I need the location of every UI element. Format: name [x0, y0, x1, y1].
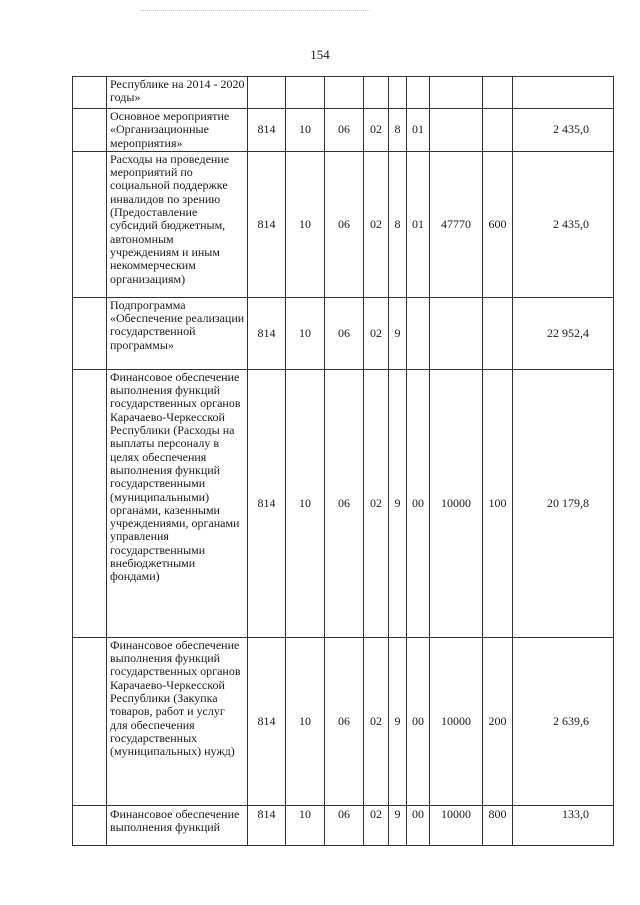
measure-code-cell: 00 — [407, 369, 430, 637]
expense-type-code-cell: 100 — [483, 369, 513, 637]
direction-code-cell — [430, 109, 483, 152]
program-code-cell — [364, 77, 389, 109]
subprogram-code-cell: 8 — [389, 151, 407, 297]
subsection-code-cell: 06 — [325, 109, 364, 152]
page-number: 154 — [310, 47, 330, 62]
program-code-cell: 02 — [364, 637, 389, 805]
line-name-cell: Республике на 2014 - 2020 годы» — [107, 77, 248, 109]
subsection-code-cell: 06 — [325, 637, 364, 805]
program-code-cell: 02 — [364, 369, 389, 637]
line-name-cell: Финансовое обеспечение выполнения функций государственных органов Карачаево-Черкесской Республики (Расходы на выплаты персоналу в целях обеспечения выполнения функций государственными (муниципальными) органами, казенными учреждениями, органами управления государственными внебюджетными фондами) — [107, 369, 248, 637]
line-name-cell: Расходы на проведение мероприятий по социальной поддержке инвалидов по зрению (Предоставление субсидий бюджетным, автономным учреждениям и иным некоммерческим организациям) — [107, 151, 248, 297]
expense-type-code-cell — [483, 297, 513, 369]
direction-code-cell: 10000 — [430, 637, 483, 805]
empty-cell — [73, 637, 107, 805]
line-name-cell: Финансовое обеспечение выполнения функций — [107, 805, 248, 845]
table-row — [73, 109, 614, 152]
table-row — [73, 805, 614, 845]
measure-code-cell: 00 — [407, 637, 430, 805]
amount-cell — [513, 77, 614, 109]
measure-code-cell — [407, 77, 430, 109]
line-name-cell: Финансовое обеспечение выполнения функций государственных органов Карачаево-Черкесской Республики (Закупка товаров, работ и услуг для обеспечения государственных (муниципальных) нужд) — [107, 637, 248, 805]
expense-type-code-cell: 800 — [483, 805, 513, 845]
section-code-cell: 10 — [286, 637, 325, 805]
admin-code-cell: 814 — [248, 637, 286, 805]
scan-artifact — [140, 10, 370, 12]
direction-code-cell — [430, 77, 483, 109]
direction-code-cell — [430, 297, 483, 369]
line-name-cell: Подпрограмма «Обеспечение реализации государственной программы» — [107, 297, 248, 369]
measure-code-cell: 01 — [407, 151, 430, 297]
program-code-cell: 02 — [364, 151, 389, 297]
admin-code-cell — [248, 77, 286, 109]
direction-code-cell: 10000 — [430, 369, 483, 637]
section-code-cell: 10 — [286, 297, 325, 369]
expense-type-code-cell: 200 — [483, 637, 513, 805]
subprogram-code-cell: 9 — [389, 297, 407, 369]
expense-type-code-cell — [483, 77, 513, 109]
expense-type-code-cell — [483, 109, 513, 152]
subprogram-code-cell — [389, 77, 407, 109]
section-code-cell: 10 — [286, 369, 325, 637]
program-code-cell: 02 — [364, 109, 389, 152]
admin-code-cell: 814 — [248, 297, 286, 369]
empty-cell — [73, 151, 107, 297]
table-row — [73, 297, 614, 369]
subsection-code-cell: 06 — [325, 297, 364, 369]
amount-cell: 22 952,4 — [513, 297, 614, 369]
table-row — [73, 637, 614, 805]
empty-cell — [73, 805, 107, 845]
direction-code-cell: 47770 — [430, 151, 483, 297]
empty-cell — [73, 109, 107, 152]
budget-table — [72, 76, 614, 846]
measure-code-cell — [407, 297, 430, 369]
subsection-code-cell: 06 — [325, 805, 364, 845]
empty-cell — [73, 369, 107, 637]
table-row — [73, 77, 614, 109]
admin-code-cell: 814 — [248, 369, 286, 637]
table-body — [73, 77, 614, 846]
measure-code-cell: 00 — [407, 805, 430, 845]
subsection-code-cell: 06 — [325, 151, 364, 297]
subprogram-code-cell: 9 — [389, 369, 407, 637]
amount-cell: 2 435,0 — [513, 109, 614, 152]
subprogram-code-cell: 9 — [389, 805, 407, 845]
table-row — [73, 369, 614, 637]
empty-cell — [73, 297, 107, 369]
section-code-cell: 10 — [286, 805, 325, 845]
section-code-cell: 10 — [286, 109, 325, 152]
program-code-cell: 02 — [364, 805, 389, 845]
empty-cell — [73, 77, 107, 109]
line-name-cell: Основное мероприятие «Организационные мероприятия» — [107, 109, 248, 152]
expense-type-code-cell: 600 — [483, 151, 513, 297]
section-code-cell: 10 — [286, 151, 325, 297]
subsection-code-cell: 06 — [325, 369, 364, 637]
subsection-code-cell — [325, 77, 364, 109]
table-row — [73, 151, 614, 297]
subprogram-code-cell: 8 — [389, 109, 407, 152]
direction-code-cell: 10000 — [430, 805, 483, 845]
admin-code-cell: 814 — [248, 805, 286, 845]
amount-cell: 2 435,0 — [513, 151, 614, 297]
subprogram-code-cell: 9 — [389, 637, 407, 805]
amount-cell: 2 639,6 — [513, 637, 614, 805]
section-code-cell — [286, 77, 325, 109]
measure-code-cell: 01 — [407, 109, 430, 152]
amount-cell: 20 179,8 — [513, 369, 614, 637]
admin-code-cell: 814 — [248, 151, 286, 297]
program-code-cell: 02 — [364, 297, 389, 369]
amount-cell: 133,0 — [513, 805, 614, 845]
admin-code-cell: 814 — [248, 109, 286, 152]
